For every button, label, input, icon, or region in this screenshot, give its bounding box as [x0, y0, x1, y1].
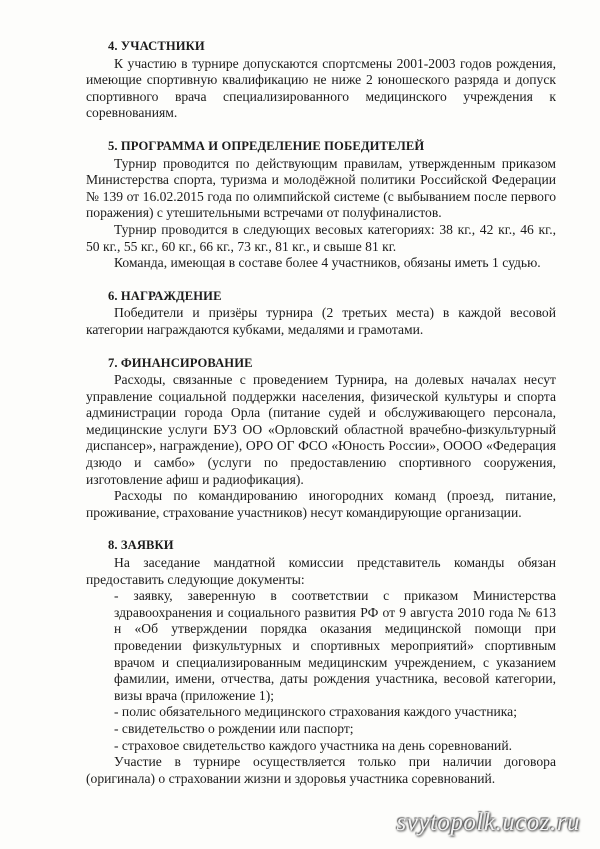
list-item: - заявку, заверенную в соответствии с приказом Министерства здравоохранения и социального развития РФ от 9 августа 2010 года № 613 н «Об утверждении порядка оказания медицинской помощи при проведении физкультурных и спортивных мероприятий» спортивным врачом и специализированным медицинским учреждением, с указанием фамилии, имени, отчества, даты рождения участника, весовой категории, визы врача (приложение 1);	[114, 588, 556, 703]
program-paragraph-3: Команда, имеющая в составе более 4 участников, обязаны иметь 1 судью.	[114, 255, 541, 271]
program-paragraph-1: Турнир проводится по действующим правилам, утвержденным приказом Министерства спорта, туризма и молодёжной политики Российской Федерации № 139 от 16.02.2015 года по олимпийской системе (с выбыванием после первого поражения) с утешительными встречами от полуфиналистов.	[86, 155, 556, 221]
applications-paragraph-2: Участие в турнире осуществляется только при наличии договора (оригинала) о страховании жизни и здоровья участника соревнований.	[86, 754, 556, 786]
section-title-program: 5. ПРОГРАММА И ОПРЕДЕЛЕНИЕ ПОБЕДИТЕЛЕЙ	[108, 138, 425, 153]
financing-paragraph-1: Расходы, связанные с проведением Турнира, на долевых началах несут управление социальной поддержки населения, физической культуры и спорта администрации города Орла (питание судей и обслуживающего персонала, медицинские услуги БУЗ ОО «Орловский областной врачебно-физкультурный диспансер», награждение), ОРО ОГ ФСО «Юность России», ОООО «Федерация дзюдо и самбо» (услуги по предоставлению спортивного сооружения, изготовление афиш и радиофикация).	[86, 372, 556, 487]
document-body	[86, 38, 556, 787]
financing-paragraph-2: Расходы по командированию иногородних команд (проезд, питание, проживание, страхование участников) несут командирующие организации.	[86, 488, 556, 520]
program-paragraph-2: Турнир проводится в следующих весовых категориях: 38 кг., 42 кг., 46 кг., 50 кг., 55 кг., 60 кг., 66 кг., 73 кг., 81 кг., и свыше 81 кг.	[86, 221, 556, 254]
section-title-participants: 4. УЧАСТНИКИ	[108, 39, 205, 53]
site-watermark: svytopolk.ucoz.ru	[396, 809, 580, 836]
section-title-financing: 7. ФИНАНСИРОВАНИЕ	[108, 355, 253, 370]
applications-paragraph-1: На заседание мандатной комиссии представитель команды обязан предоставить следующие документы:	[86, 555, 556, 587]
list-item: - полис обязательного медицинского страхования каждого участника;	[114, 704, 517, 720]
awards-paragraph: Победители и призёры турнира (2 третьих места) в каждой весовой категории награждаются кубками, медалями и грамотами.	[86, 305, 556, 337]
required-documents-list	[86, 588, 556, 754]
participants-paragraph: К участию в турнире допускаются спортсмены 2001-2003 годов рождения, имеющие спортивную квалификацию не ниже 2 юношеского разряда и допуск спортивного врача специализированного медицинского учреждения к соревнованиям.	[86, 55, 556, 121]
list-item: - свидетельство о рождении или паспорт;	[114, 720, 354, 736]
section-title-applications: 8. ЗАЯВКИ	[108, 538, 174, 553]
section-title-awards: 6. НАГРАЖДЕНИЕ	[108, 288, 222, 303]
list-item: - страховое свидетельство каждого участника на день соревнований.	[114, 737, 512, 753]
